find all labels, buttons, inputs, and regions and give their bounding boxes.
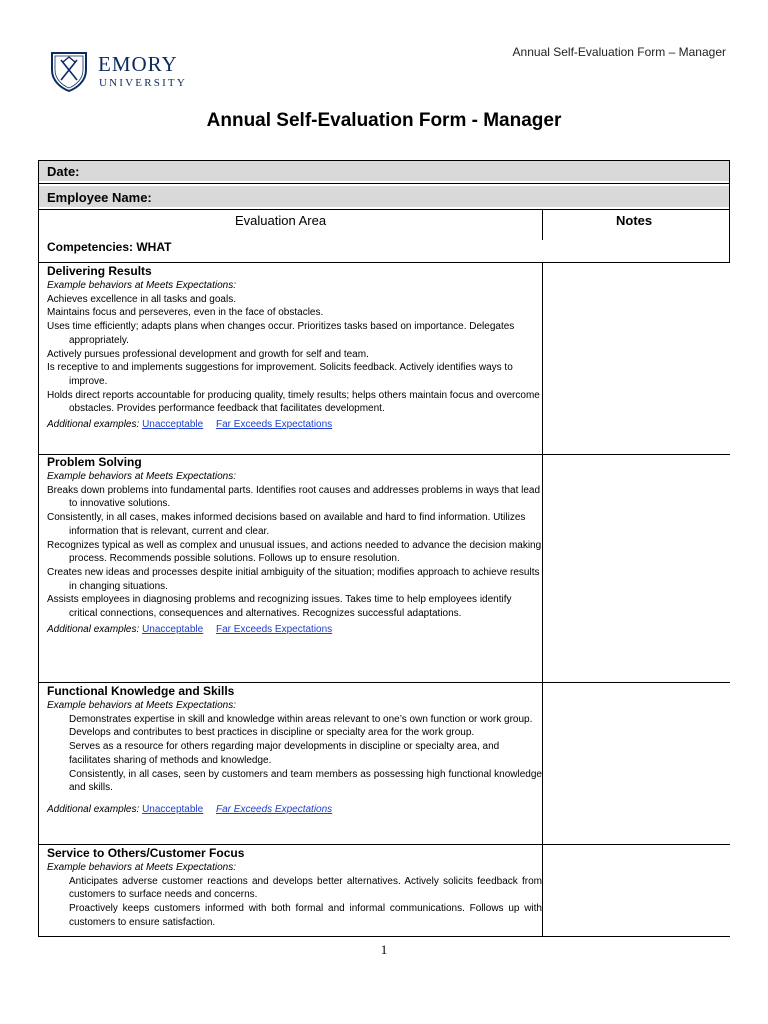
emory-shield-icon bbox=[50, 50, 88, 92]
logo-subtitle: UNIVERSITY bbox=[99, 77, 187, 89]
list-item: Creates new ideas and processes despite initial ambiguity of the situation; modifies approach to achieve results in changing situations. bbox=[47, 566, 540, 592]
example-intro: Example behaviors at Meets Expectations: bbox=[47, 280, 236, 291]
example-intro: Example behaviors at Meets Expectations: bbox=[47, 471, 236, 482]
list-item: Consistently, in all cases, seen by customers and team members as possessing high functional knowledge and skills. bbox=[69, 768, 542, 794]
list-item: Recognizes typical as well as complex and unusual issues, and actions needed to advance the decision making process. Recommends possible solutions. Follows up to ensure resolution. bbox=[47, 539, 542, 565]
logo-wordmark: EMORY bbox=[98, 52, 178, 76]
unacceptable-link[interactable]: Unacceptable bbox=[142, 419, 204, 431]
table-border bbox=[38, 160, 39, 937]
notes-cell-delivering-results[interactable] bbox=[543, 263, 729, 454]
list-item: Is receptive to and implements suggestions for improvement. Solicits feedback. Actively identifies ways to improve. bbox=[47, 362, 513, 387]
far-exceeds-link[interactable]: Far Exceeds Expectations bbox=[216, 623, 333, 635]
section-title: Problem Solving bbox=[47, 455, 142, 469]
running-header: Annual Self-Evaluation Form – Manager bbox=[512, 45, 726, 59]
section-title: Service to Others/Customer Focus bbox=[47, 846, 245, 860]
example-intro: Example behaviors at Meets Expectations: bbox=[47, 700, 236, 711]
list-item: Maintains focus and perseveres, even in the face of obstacles. bbox=[47, 307, 324, 319]
list-item: Proactively keeps customers informed with both formal and informal communications. Follows up with customers to ensure satisfaction. bbox=[69, 903, 542, 928]
notes-cell-functional-knowledge[interactable] bbox=[543, 683, 729, 844]
document-title: Annual Self-Evaluation Form - Manager bbox=[206, 110, 562, 131]
section-service-to-others bbox=[47, 846, 542, 930]
list-item: Anticipates adverse customer reactions and develops better alternatives. Actively solicits feedback from customers to surface needs and concerns. bbox=[69, 875, 542, 901]
notes-header: Notes bbox=[616, 213, 653, 228]
employee-name-label: Employee Name: bbox=[47, 190, 152, 205]
list-item: Actively pursues professional development and growth for self and team. bbox=[47, 348, 369, 360]
additional-examples-label: Additional examples: bbox=[47, 419, 140, 431]
page-number: 1 bbox=[380, 942, 388, 957]
unacceptable-link[interactable]: Unacceptable bbox=[142, 803, 204, 815]
section-delivering-results bbox=[47, 264, 542, 432]
unacceptable-link[interactable]: Unacceptable bbox=[142, 623, 204, 635]
emory-logo bbox=[50, 50, 200, 95]
section-functional-knowledge bbox=[47, 684, 542, 817]
example-intro: Example behaviors at Meets Expectations: bbox=[47, 862, 236, 873]
date-label: Date: bbox=[47, 164, 80, 179]
section-title: Delivering Results bbox=[47, 264, 152, 278]
list-item: Demonstrates expertise in skill and knowledge within areas relevant to one’s own function or work group. bbox=[69, 713, 533, 725]
date-row-fill bbox=[39, 161, 729, 181]
list-item: Uses time efficiently; adapts plans when changes occur. Prioritizes tasks based on importance. Delegates appropriately. bbox=[47, 321, 515, 346]
list-item: Consistently, in all cases, makes informed decisions based on available and hard to find information. Utilizes information that is relevant, current and clear. bbox=[47, 512, 526, 537]
section-problem-solving bbox=[47, 455, 542, 636]
additional-examples bbox=[47, 418, 542, 432]
table-border bbox=[729, 160, 730, 262]
evaluation-area-header: Evaluation Area bbox=[235, 213, 327, 228]
additional-examples-label: Additional examples: bbox=[47, 803, 140, 815]
list-item: Breaks down problems into fundamental parts. Identifies root causes and addresses problems in ways that lead to innovative solutions. bbox=[47, 484, 541, 510]
list-item: Achieves excellence in all tasks and goals. bbox=[47, 293, 236, 305]
far-exceeds-link[interactable]: Far Exceeds Expectations bbox=[216, 419, 333, 431]
additional-examples bbox=[47, 623, 542, 637]
far-exceeds-link[interactable]: Far Exceeds Expectations bbox=[216, 803, 333, 815]
notes-cell-problem-solving[interactable] bbox=[543, 455, 729, 682]
list-item: Holds direct reports accountable for producing quality, timely results; helps others maintain focus and overcome obstacles. Provides performance feedback that facilitates development. bbox=[47, 389, 540, 415]
section-title: Functional Knowledge and Skills bbox=[47, 684, 235, 698]
table-border bbox=[38, 936, 730, 937]
table-border bbox=[38, 209, 730, 210]
notes-cell-service-to-others[interactable] bbox=[543, 845, 729, 936]
table-border bbox=[38, 183, 730, 184]
additional-examples bbox=[47, 803, 542, 817]
additional-examples-label: Additional examples: bbox=[47, 623, 140, 635]
list-item: Develops and contributes to best practices in discipline or specialty area for the work group. bbox=[69, 727, 475, 739]
table-border bbox=[38, 160, 730, 161]
table-border bbox=[542, 210, 543, 240]
list-item: Serves as a resource for others regarding major developments in discipline or specialty area, and facilitates sharing of methods and knowledge. bbox=[69, 741, 500, 766]
competencies-label: Competencies: WHAT bbox=[47, 240, 172, 254]
evaluation-form-table bbox=[38, 160, 730, 937]
list-item: Assists employees in diagnosing problems and recognizing issues. Takes time to help employees identify critical connections, consequences and alternatives. Recognizes successful adaptations. bbox=[47, 594, 512, 620]
